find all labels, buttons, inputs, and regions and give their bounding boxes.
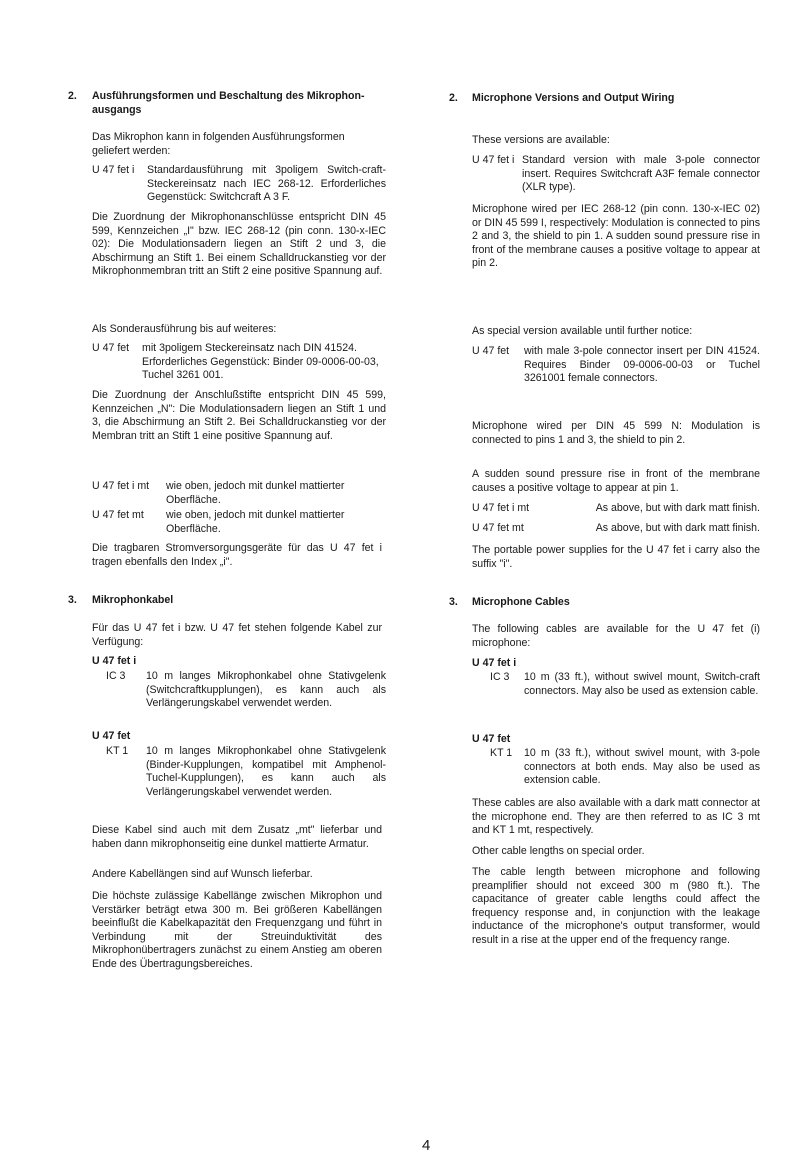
- en-s2-mt2-text: As above, but with dark matt finish.: [595, 522, 760, 534]
- en-s2-mt1: [472, 502, 760, 516]
- en-s2-item-label: U 47 fet i: [472, 154, 515, 166]
- en-s3-ic3: [490, 671, 760, 698]
- en-s3-ic3-label: IC 3: [490, 671, 510, 683]
- de-s2-mt1-text: wie oben, jedoch mit dunkel mattierter Oberfläche.: [166, 480, 345, 506]
- en-s2-special-wiring: Microphone wired per DIN 45 599 N: Modulation is connected to pins 1 and 3, the shield to pin 2.: [472, 420, 760, 446]
- en-s3-mt-note: These cables are also available with a dark matt connector at the microphone end. They are then referred to as IC 3 mt and KT 1 mt, respectively.: [472, 797, 760, 837]
- page-number: 4: [422, 1137, 431, 1154]
- de-s3-ic3-label: IC 3: [106, 670, 126, 682]
- en-s2-intro: These versions are available:: [472, 134, 610, 146]
- en-s2-mt2-label: U 47 fet mt: [472, 522, 524, 534]
- de-s2-mt2: [92, 509, 386, 536]
- de-s2-mt2-text: wie oben, jedoch mit dunkel mattierter Oberfläche.: [166, 509, 345, 535]
- de-s2-item-text: Standardausführung mit 3poligem Switch-craft-Steckereinsatz nach IEC 268-12. Erforderliches Gegenstück: Switchcraft A 3 F.: [147, 164, 386, 204]
- de-s2-power: Die tragbaren Stromversorgungsgeräte für das U 47 fet i tragen ebenfalls den Index „i".: [92, 542, 382, 568]
- en-section-2-title: Microphone Versions and Output Wiring: [472, 92, 675, 104]
- de-s2-wiring: Die Zuordnung der Mikrophonanschlüsse entspricht DIN 45 599, Kennzeichen „I" bzw. IEC 268-12 (pin conn. 130-x-IEC 02): Die Modulationsadern liegen an Stift 2 und 3, die Abschirmung an Stift 1. Bei einem Schalldruckanstieg vor der Mikrophonmembran tritt an Stift 2 eine positive Spannung auf.: [92, 211, 386, 278]
- de-s2-intro: Das Mikrophon kann in folgenden Ausführungsformen geliefert werden:: [92, 131, 345, 157]
- de-s3-ic3: [106, 670, 386, 711]
- en-s3-sub2: U 47 fet: [472, 733, 511, 745]
- de-s2-mt2-label: U 47 fet mt: [92, 509, 144, 521]
- en-s3-lengths: Other cable lengths on special order.: [472, 845, 645, 857]
- de-s2-mt1-label: U 47 fet i mt: [92, 480, 150, 492]
- en-s2-special-text: with male 3-pole connector insert per DIN 41524. Requires Binder 09-0006-00-03 or Tuchel 3261001 female connectors.: [524, 345, 760, 385]
- de-s3-sub2: U 47 fet: [92, 730, 131, 742]
- de-s2-mt1: [92, 480, 386, 507]
- de-s3-sub1: U 47 fet i: [92, 655, 137, 667]
- en-s3-kt1: [490, 747, 760, 788]
- en-s3-kt1-text: 10 m (33 ft.), without swivel mount, with 3-pole connectors at both ends. May also be used as extension cable.: [524, 747, 760, 787]
- de-s3-intro: Für das U 47 fet i bzw. U 47 fet stehen folgende Kabel zur Verfügung:: [92, 622, 382, 648]
- de-s3-mt-note: Diese Kabel sind auch mit dem Zusatz „mt" lieferbar und haben dann mikrophonseitig eine dunkel mattierte Armatur.: [92, 824, 382, 850]
- de-s2-item: [92, 164, 386, 205]
- de-section-3-number: 3.: [68, 594, 77, 606]
- en-s2-special-intro: As special version available until further notice:: [472, 325, 693, 337]
- en-s3-sub1: U 47 fet i: [472, 657, 517, 669]
- en-section-3-number: 3.: [449, 596, 458, 608]
- en-s3-ic3-text: 10 m (33 ft.), without swivel mount, Switch-craft connectors. May also be used as extension cable.: [524, 671, 760, 697]
- en-s2-power: The portable power supplies for the U 47 fet i carry also the suffix "i".: [472, 544, 760, 570]
- de-s3-max: Die höchste zulässige Kabellänge zwischen Mikrophon und Verstärker beträgt etwa 300 m. Bei größeren Kabellängen beeinflußt die Kabelkapazität den Frequenzgang und führt in Verbindung mit der Streuinduktivität des Mikrophonübertragers zunächst zu einem Anstieg am oberen Ende des Übertragungsbereiches.: [92, 890, 382, 970]
- de-s2-item-label: U 47 fet i: [92, 164, 135, 176]
- en-s2-item-text: Standard version with male 3-pole connector insert. Requires Switchcraft A3F female connector (XLR type).: [522, 154, 760, 194]
- de-s2-special-wiring: Die Zuordnung der Anschlußstifte entspricht DIN 45 599, Kennzeichen „N": Die Modulationsadern liegen an Stift 1 und 3, die Abschirmung an Stift 2. Bei Schalldruckanstieg vor der Membran tritt an Stift 1 eine positive Spannung auf.: [92, 389, 386, 442]
- de-s3-lengths: Andere Kabellängen sind auf Wunsch lieferbar.: [92, 868, 313, 880]
- en-s3-max: The cable length between microphone and following preamplifier should not exceed 300 m (980 ft.). The capacitance of greater cable lengths could affect the frequency response and, in conjunction with the leakage inductance of the microphone's output transformer, would result in a rise at the upper end of the frequency range.: [472, 866, 760, 946]
- en-s2-mt1-text: As above, but with dark matt finish.: [595, 502, 760, 514]
- de-section-3-title: Mikrophonkabel: [92, 594, 174, 606]
- en-s3-intro: The following cables are available for the U 47 fet (i) microphone:: [472, 623, 760, 649]
- en-s2-special-item: [472, 345, 760, 386]
- en-s3-kt1-label: KT 1: [490, 747, 513, 759]
- en-section-2-number: 2.: [449, 92, 458, 104]
- de-s2-special-intro: Als Sonderausführung bis auf weiteres:: [92, 323, 277, 335]
- en-s2-wiring: Microphone wired per IEC 268-12 (pin conn. 130-x-IEC 02) or DIN 45 599 I, respectively: Modulation is connected to pins 2 and 3, the shield to pin 1. A sudden sound pressure rise in front of the membrane causes a positive voltage to appear at pin 2.: [472, 203, 760, 270]
- de-s2-special-text: mit 3poligem Steckereinsatz nach DIN 41524. Erforderliches Gegenstück: Binder 09-0006-00-03, Tuchel 3261 001.: [142, 342, 379, 382]
- en-section-3-title: Microphone Cables: [472, 596, 570, 608]
- de-s2-special-label: U 47 fet: [92, 342, 130, 354]
- en-s2-mt2: [472, 522, 760, 536]
- en-s2-special-label: U 47 fet: [472, 345, 510, 357]
- de-s3-kt1: [106, 745, 386, 799]
- de-s2-special-item: [92, 342, 386, 383]
- en-s2-sudden: A sudden sound pressure rise in front of the membrane causes a positive voltage to appear at pin 1.: [472, 468, 760, 494]
- de-section-2-title: Ausführungsformen und Beschaltung des Mikrophon-ausgangs: [92, 90, 365, 116]
- en-s2-mt1-label: U 47 fet i mt: [472, 502, 530, 514]
- de-section-2-number: 2.: [68, 90, 77, 102]
- de-s3-ic3-text: 10 m langes Mikrophonkabel ohne Stativgelenk (Switchcraftkupplungen), es kann auch als Verlängerungskabel verwendet werden.: [146, 670, 386, 710]
- en-s2-item: [472, 154, 760, 195]
- de-s3-kt1-text: 10 m langes Mikrophonkabel ohne Stativgelenk (Binder-Kupplungen, kompatibel mit Amphenol-Tuchel-Kupplungen), es kann auch als Verlängerungskabel verwendet werden.: [146, 745, 386, 798]
- de-s3-kt1-label: KT 1: [106, 745, 129, 757]
